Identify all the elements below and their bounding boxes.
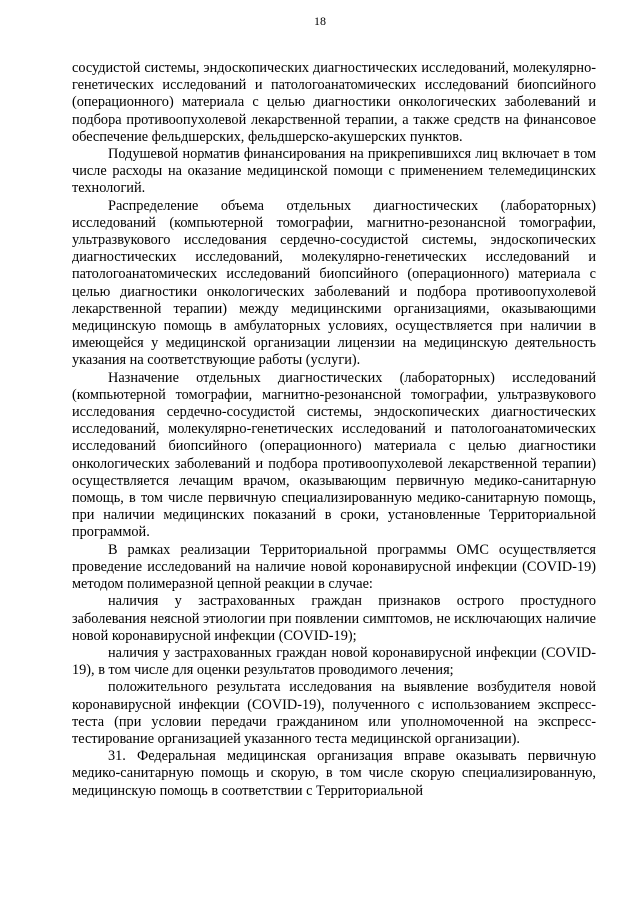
paragraph: Назначение отдельных диагностических (лабораторных) исследований (компьютерной томографии, магнитно-резонансной томографии, ультразвукового исследования сердечно-сосудистой системы, эндоскопических диагностических исследований, молекулярно-генетических исследований и патологоанатомических исследований биопсийного (операционного) материала с целью диагностики онкологических заболеваний и подбора противоопухолевой лекарственной терапии) осуществляется лечащим врачом, оказывающим первичную медико-санитарную помощь, в том числе первичную специализированную медико-санитарную помощь, при наличии медицинских показаний в сроки, установленные Территориальной программой. xyxy=(72,369,596,541)
document-body xyxy=(72,60,596,800)
page-number: 18 xyxy=(314,14,326,28)
paragraph: 31. Федеральная медицинская организация вправе оказывать первичную медико-санитарную помощь и скорую, в том числе скорую специализированную, медицинскую помощь в соответствии с Территориальной xyxy=(72,748,596,799)
paragraph: сосудистой системы, эндоскопических диагностических исследований, молекулярно-генетических исследований и патологоанатомических исследований биопсийного (операционного) материала с целью диагностики онкологических заболеваний и подбора противоопухолевой лекарственной терапии, а также средств на финансовое обеспечение фельдшерских, фельдшерско-акушерских пунктов. xyxy=(72,60,596,145)
paragraph: Подушевой норматив финансирования на прикрепившихся лиц включает в том числе расходы на оказание медицинской помощи с применением телемедицинских технологий. xyxy=(72,146,596,197)
list-item: наличия у застрахованных граждан признаков острого простудного заболевания неясной этиологии при появлении симптомов, не исключающих наличие новой коронавирусной инфекции (COVID-19); xyxy=(72,593,596,644)
list-item: положительного результата исследования на выявление возбудителя новой коронавирусной инфекции (COVID-19), полученного с использованием экспресс-теста (при условии передачи гражданином или уполномоченной на экспресс-тестирование организацией указанного теста медицинской организации). xyxy=(72,679,596,747)
paragraph: В рамках реализации Территориальной программы ОМС осуществляется проведение исследований на наличие новой коронавирусной инфекции (COVID-19) методом полимеразной цепной реакции в случае: xyxy=(72,541,596,593)
paragraph: Распределение объема отдельных диагностических (лабораторных) исследований (компьютерной томографии, магнитно-резонансной томографии, ультразвукового исследования сердечно-сосудистой системы, эндоскопических диагностических исследований, молекулярно-генетических исследований и патологоанатомических исследований биопсийного (операционного) материала с целью диагностики онкологических заболеваний и подбора противоопухолевой лекарственной терапии) между медицинскими организациями, оказывающими медицинскую помощь в амбулаторных условиях, осуществляется при наличии в имеющейся у медицинской организации лицензии на медицинскую деятельность указания на соответствующие работы (услуги). xyxy=(72,197,596,369)
list-item: наличия у застрахованных граждан новой коронавирусной инфекции (COVID-19), в том числе для оценки результатов проводимого лечения; xyxy=(72,644,596,679)
